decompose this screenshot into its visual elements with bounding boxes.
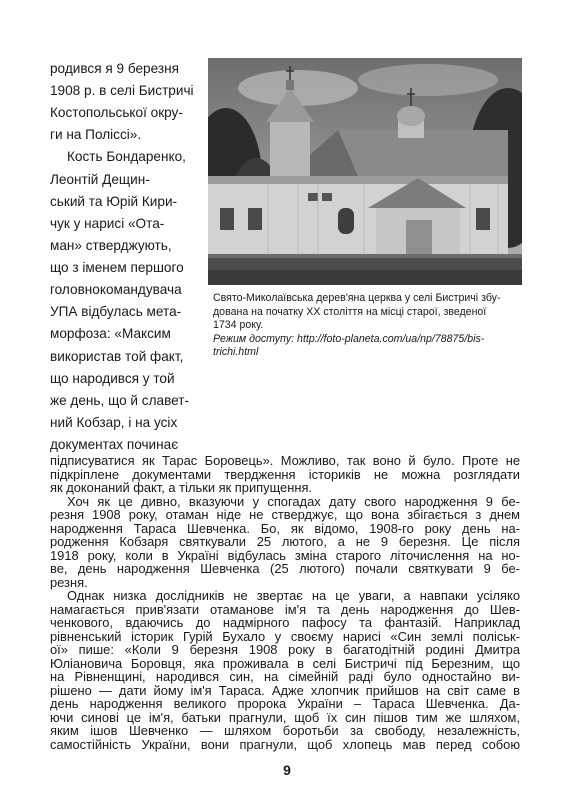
body-text-line: документах починає — [50, 437, 179, 452]
body-text-line: Кость Бондаренко, — [67, 149, 186, 165]
body-text-line: що народився у той — [50, 370, 175, 386]
body-text-line: Юліановича Боровця, яка проживала в селі Бистричі під Березним, що — [50, 655, 520, 671]
body-text-line: Хоч як це дивно, вказуючи у спогадах дату свого народження 9 бе- — [67, 493, 520, 509]
photo-caption-line: дована на початку XX століття на місці старої, зведеної — [213, 305, 487, 318]
body-text-line: ве, день народження Шевченка (25 лютого) почали святкувати 9 бе- — [50, 561, 520, 577]
body-text-line: рівненський історик Гурій Бухало у своєму нарисі «Син землі поліськ- — [50, 628, 520, 644]
body-text-line: ої» пише: «Коли 9 березня 1908 року в багатодітній родині Дмитра — [50, 642, 520, 658]
photo-caption-source: Режим доступу: http://foto-planeta.com/ua/np/78875/bis- — [213, 332, 485, 345]
body-text-line: самостійність України, вони прагнули, щоб хлопець мав перед собою — [50, 737, 520, 752]
body-text-line: рішено — дати йому ім'я Тараса. Адже хлопчик прийшов на світ саме в — [50, 682, 520, 698]
body-text-line: яким ішов Шевченко — шляхом боротьби за свободу, незалежність, — [50, 723, 520, 739]
body-text-line: підписуватися як Тарас Боровець». Можливо, так воно й було. Проте не — [50, 453, 520, 468]
photo-caption-line: Свято-Миколаївська дерев'яна церква у селі Бистричі збу- — [213, 292, 501, 304]
body-text-line: підкріплене документами твердження істориків не можна розглядати — [50, 466, 520, 482]
body-text-line: резня 1908 року, отаман ніде не стверджує, що вона збігається з днем — [50, 507, 520, 523]
body-text-line: морфоза: «Максим — [50, 326, 171, 342]
body-text-line: ги на Поліссі». — [50, 127, 142, 143]
body-text-line: чук у нарисі «Ота- — [50, 215, 165, 231]
body-text-line: УПА відбулась мета- — [50, 304, 182, 320]
body-text-line: родження Кобзаря святкували 25 лютого, а не 9 березня. Це після — [50, 534, 520, 550]
body-text-line: резня. — [50, 574, 88, 590]
church-photo — [208, 58, 522, 285]
body-text-line: 1908 р. в селі Бистричі — [50, 83, 194, 99]
body-text-line: ний Кобзар, і на усіх — [50, 414, 178, 430]
body-text-line: головнокомандувача — [50, 282, 182, 298]
body-text-line: ман» стверджують, — [50, 237, 172, 253]
body-text-line: ський та Юрій Кири- — [50, 193, 178, 209]
body-text-line: Костопольської окру- — [50, 105, 183, 121]
photo-caption-line: 1734 року. — [213, 319, 264, 331]
body-text-line: же день, що й славет- — [50, 392, 190, 408]
body-text-line: ченкового, вдаючись до надмірного пафосу та фантазій. Наприклад — [50, 615, 520, 631]
body-text-line: народження Тараса Шевченка. Бо, як відомо, 1908-го року день на- — [50, 520, 520, 536]
body-text-line: як доконаний факт, а тільки як припущення. — [50, 480, 313, 496]
body-text-line: день народження великого пророка України – Тараса Шевченка. Да- — [50, 696, 520, 712]
photo-caption-source: trichi.html — [213, 346, 259, 358]
body-text-line: родився я 9 березня — [50, 61, 179, 76]
body-text-line: що з іменем першого — [50, 260, 184, 276]
body-text-line: на Рівненщині, народився син, на сімейній раді було одностайно ви- — [50, 669, 520, 685]
body-text-line: Однак низка дослідників не звертає на це уваги, а навпаки усіляко — [67, 588, 520, 604]
body-text-line: використав той факт, — [50, 348, 184, 364]
body-text-line: ючи синові це ім'я, батьки прагнули, щоб їх син пішов тим же шляхом, — [50, 709, 520, 725]
body-text-line: 1918 року, коли в Україні відбулась зміна старого літочислення на но- — [50, 547, 520, 563]
body-text-line: намагається прив'язати отаманове ім'я та день народження до Шев- — [50, 601, 520, 617]
page-number: 9 — [283, 762, 291, 778]
body-text-line: Леонтій Дещин- — [50, 171, 150, 187]
